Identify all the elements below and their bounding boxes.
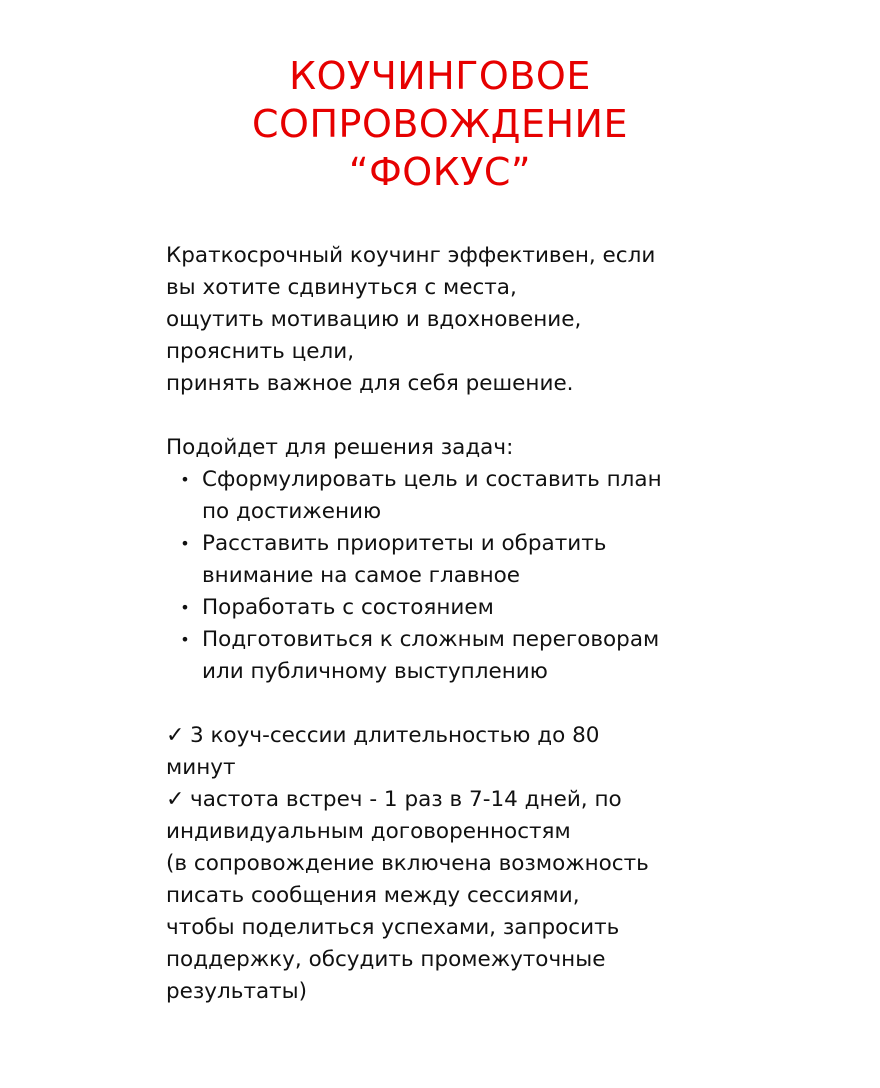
list-item-line: Поработать с состоянием: [202, 595, 494, 620]
detail-text: 3 коуч-сессии длительностью до 80: [190, 723, 600, 748]
content: [166, 240, 726, 1008]
list-item: [166, 592, 726, 624]
intro-paragraph: [166, 240, 726, 400]
note-line: (в сопровождение включена возможность: [166, 851, 649, 876]
bullet-icon: •: [180, 630, 190, 649]
list-item: [166, 464, 726, 528]
bullet-icon: •: [180, 598, 190, 617]
note-line: писать сообщения между сессиями,: [166, 883, 580, 908]
tasks-list: [166, 464, 726, 688]
detail-text: минут: [166, 755, 236, 780]
list-item-line: Подготовиться к сложным переговорам: [202, 627, 660, 652]
title-line-3: “ФОКУС”: [348, 150, 532, 194]
title-line-1: КОУЧИНГОВОЕ: [289, 54, 591, 98]
note-line: поддержку, обсудить промежуточные: [166, 947, 606, 972]
detail-sessions: [166, 720, 726, 752]
list-item-line: или публичному выступлению: [202, 659, 548, 684]
list-item-line: внимание на самое главное: [202, 563, 521, 588]
list-item-line: Сформулировать цель и составить план: [202, 467, 662, 492]
details-section: [166, 720, 726, 1008]
title-line-2: СОПРОВОЖДЕНИЕ: [252, 102, 628, 146]
intro-line: вы хотите сдвинуться с места,: [166, 275, 517, 300]
checkmark-icon: ✓: [166, 723, 185, 748]
spacer: [166, 688, 726, 720]
note-line: результаты): [166, 979, 308, 1004]
note-line: чтобы поделиться успехами, запросить: [166, 915, 620, 940]
detail-text: индивидуальным договоренностям: [166, 819, 571, 844]
list-item-line: Расставить приоритеты и обратить: [202, 531, 607, 556]
list-item-line: по достижению: [202, 499, 382, 524]
intro-line: прояснить цели,: [166, 339, 355, 364]
bullet-icon: •: [180, 470, 190, 489]
detail-text: частота встреч - 1 раз в 7-14 дней, по: [190, 787, 622, 812]
intro-line: принять важное для себя решение.: [166, 371, 574, 396]
list-item: [166, 528, 726, 592]
detail-frequency: [166, 784, 726, 816]
page-title: [0, 52, 880, 196]
checkmark-icon: ✓: [166, 787, 185, 812]
spacer: [166, 400, 726, 432]
list-item: [166, 624, 726, 688]
intro-line: ощутить мотивацию и вдохновение,: [166, 307, 582, 332]
intro-line: Краткосрочный коучинг эффективен, если: [166, 243, 656, 268]
tasks-heading: Подойдет для решения задач:: [166, 435, 514, 460]
bullet-icon: •: [180, 534, 190, 553]
